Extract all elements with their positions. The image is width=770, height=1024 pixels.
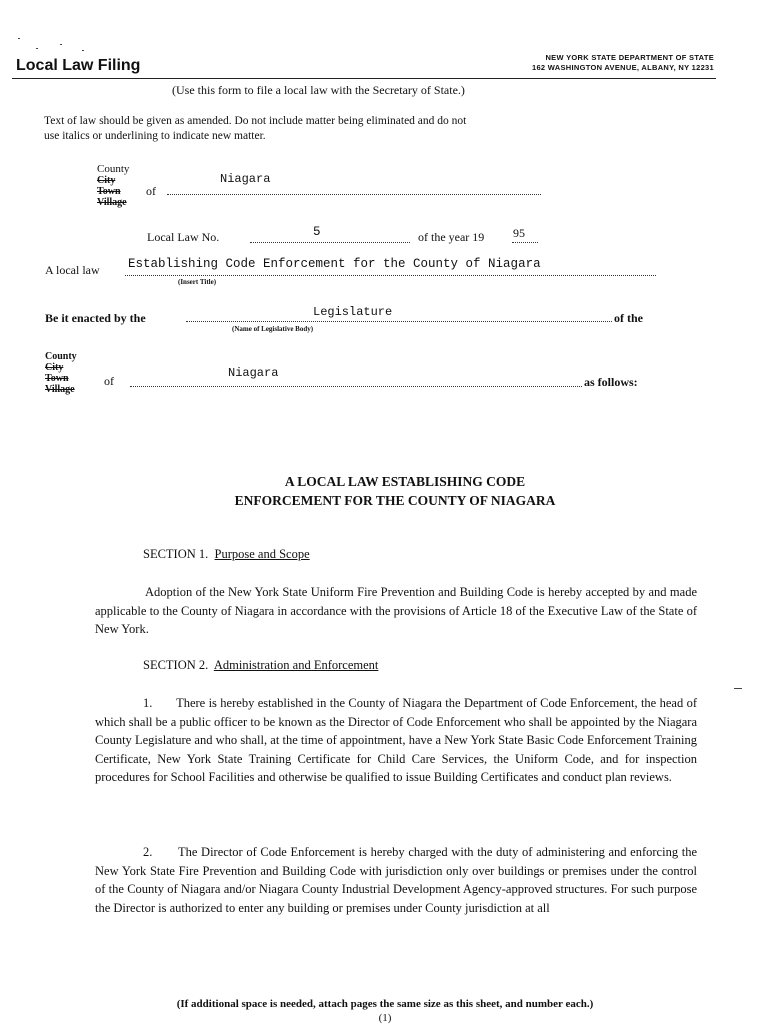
law-no-line bbox=[250, 242, 410, 243]
law-heading-line-1: A LOCAL LAW ESTABLISHING CODE bbox=[284, 474, 526, 489]
jurisdiction-city-2: City bbox=[45, 362, 64, 373]
jurisdiction-county-2: County bbox=[45, 351, 77, 362]
county-name-line bbox=[167, 194, 541, 195]
section-1-body: Adoption of the New York State Uniform Fire Prevention and Building Code is hereby accepted by and made applicable to the County of Niagara in accordance with the provisions of Article 18 of the Executive Law of the State of New York. bbox=[95, 585, 697, 637]
enacted-label: Be it enacted by the bbox=[45, 311, 146, 325]
para-1-number: 1. bbox=[143, 696, 153, 710]
law-no-label: Local Law No. bbox=[147, 230, 220, 244]
jurisdiction-village-2: Village bbox=[45, 384, 75, 395]
year-field: 95 bbox=[513, 226, 525, 240]
form-title: Local Law Filing bbox=[16, 57, 141, 74]
county-name-field-2: Niagara bbox=[228, 366, 279, 380]
jurisdiction-town-2: Town bbox=[45, 373, 69, 384]
of-label: of bbox=[146, 184, 156, 198]
section-1-heading bbox=[143, 547, 310, 562]
footer-note: (If additional space is needed, attach pages the same size as this sheet, and number each.) bbox=[176, 998, 594, 1010]
jurisdiction-village: Village bbox=[97, 197, 127, 208]
of-label-2: of bbox=[104, 374, 114, 388]
page-number: (1) bbox=[378, 1012, 392, 1024]
section-2-para-1 bbox=[95, 694, 697, 787]
local-law-label: A local law bbox=[45, 263, 100, 277]
section-1-text bbox=[95, 583, 697, 639]
department-street: 162 WASHINGTON AVENUE, ALBANY, NY 12231 bbox=[531, 63, 714, 72]
form-instruction: (Use this form to file a local law with the Secretary of State.) bbox=[172, 83, 465, 97]
law-title-line bbox=[125, 275, 656, 276]
note-line-1: Text of law should be given as amended. Do not include matter being eliminated and do not bbox=[44, 115, 467, 127]
jurisdiction-city: City bbox=[97, 175, 116, 186]
law-no-field: 5 bbox=[313, 225, 321, 239]
section-1-title: Purpose and Scope bbox=[214, 547, 310, 561]
section-2-title: Administration and Enforcement bbox=[213, 658, 379, 672]
legislative-body-caption: (Name of Legislative Body) bbox=[232, 325, 314, 333]
jurisdiction-type-list bbox=[97, 164, 129, 208]
of-the-label: of the bbox=[614, 311, 643, 325]
jurisdiction-town: Town bbox=[97, 186, 121, 197]
department-name: NEW YORK STATE DEPARTMENT OF STATE bbox=[545, 53, 714, 62]
year-label: of the year 19 bbox=[418, 230, 485, 244]
legislative-body-field: Legislature bbox=[313, 305, 393, 319]
county-name-field: Niagara bbox=[220, 172, 271, 186]
section-2-label: SECTION 2. bbox=[143, 658, 209, 672]
county-name-line-2 bbox=[130, 386, 582, 387]
jurisdiction-county: County bbox=[97, 163, 130, 175]
legislative-body-line bbox=[186, 321, 612, 322]
section-2-heading bbox=[143, 658, 378, 673]
jurisdiction-type-list-2 bbox=[45, 351, 77, 395]
law-heading bbox=[0, 472, 770, 510]
para-2-body: The Director of Code Enforcement is hereby charged with the duty of administering and enforcing the New York State Fire Prevention and Building Code with jurisdiction only over buildings or premises under the control of the County of Niagara and/or Niagara County Industrial Development Agency-approved structures. For such purpose the Director is authorized to enter any building or premises under County jurisdiction at all bbox=[95, 845, 697, 915]
section-2-para-2 bbox=[95, 843, 697, 917]
year-line bbox=[512, 242, 538, 243]
insert-title-caption: (Insert Title) bbox=[178, 278, 217, 286]
department-address bbox=[532, 53, 714, 73]
para-2-number: 2. bbox=[143, 845, 153, 859]
law-heading-line-2: ENFORCEMENT FOR THE COUNTY OF NIAGARA bbox=[234, 493, 556, 508]
section-1-label: SECTION 1. bbox=[143, 547, 209, 561]
header-rule bbox=[12, 78, 716, 79]
para-1-body: There is hereby established in the County of Niagara the Department of Code Enforcement, the head of which shall be a public officer to be known as the Director of Code Enforcement who shall be appointed by the Niagara County Legislature and who shall, at the time of appointment, have a New York State Basic Code Enforcement Training Certificate, New York State Training Certificate for Child Care Services, the Uniform Code, and for inspection procedures for School Facilities and otherwise be qualified to issue Building Certificates and conduct plan reviews. bbox=[95, 696, 698, 785]
note-line-2: use italics or underlining to indicate new matter. bbox=[44, 130, 266, 142]
as-follows-label: as follows: bbox=[584, 375, 638, 389]
law-title-field: Establishing Code Enforcement for the County of Niagara bbox=[128, 257, 541, 271]
